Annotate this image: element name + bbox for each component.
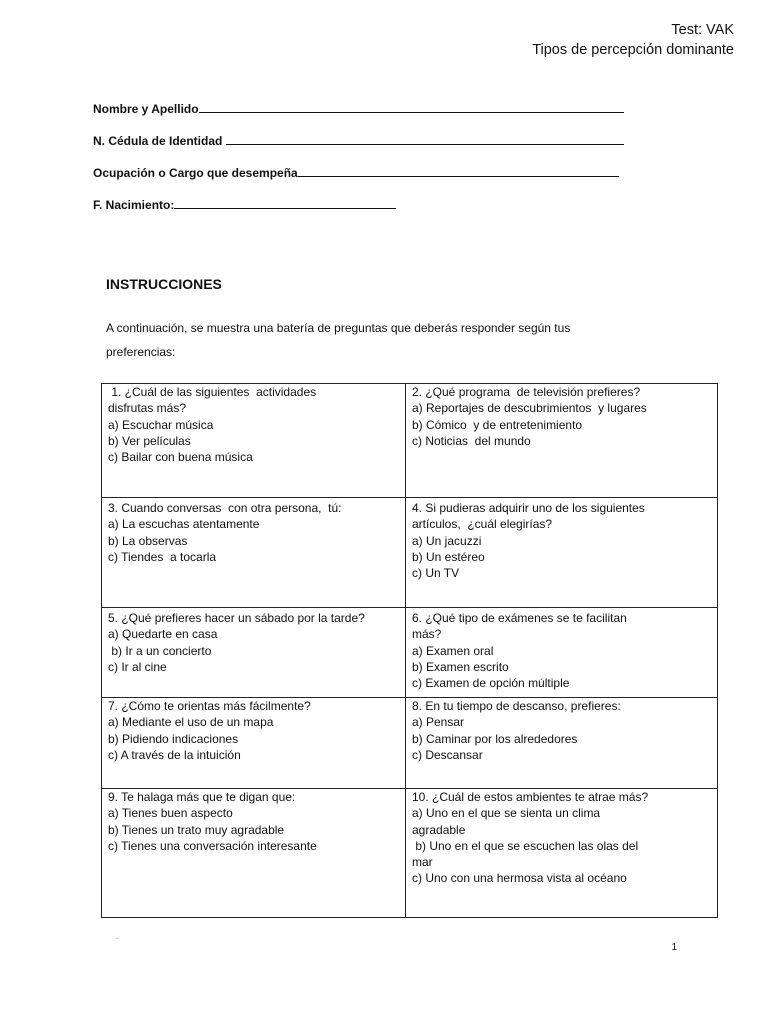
occupation-field[interactable] <box>93 165 619 179</box>
question-line: 2. ¿Qué programa de televisión prefieres? <box>412 385 641 399</box>
question-7 <box>102 698 406 789</box>
question-line: artículos, ¿cuál elegirías? <box>412 517 553 532</box>
question-line: b) La observas <box>108 533 188 548</box>
table-row <box>102 608 718 698</box>
document-subtitle: Tipos de percepción dominante <box>532 42 734 58</box>
footer-mark: . <box>116 932 119 941</box>
question-10 <box>406 789 718 918</box>
question-line: a) Quedarte en casa <box>108 627 218 642</box>
table-row <box>102 789 718 918</box>
question-line: 1. ¿Cuál de las siguientes actividades <box>108 385 317 399</box>
question-line: b) Uno en el que se escuchen las olas del <box>412 838 639 853</box>
birth-date-line[interactable] <box>174 197 396 209</box>
question-line: c) Noticias del mundo <box>412 433 531 448</box>
question-1 <box>102 384 406 498</box>
question-line: c) Un TV <box>412 566 460 581</box>
question-line: agradable <box>412 822 466 837</box>
question-3 <box>102 498 406 608</box>
question-line: b) Ver películas <box>108 433 191 448</box>
question-line: a) Uno en el que se sienta un clima <box>412 806 601 821</box>
question-line: 3. Cuando conversas con otra persona, tú: <box>108 501 342 515</box>
question-8 <box>406 698 718 789</box>
question-line: b) Ir a un concierto <box>108 643 212 658</box>
id-number-label: N. Cédula de Identidad <box>93 134 226 148</box>
question-line: 5. ¿Qué prefieres hacer un sábado por la tarde? <box>108 611 365 625</box>
question-line: b) Tienes un trato muy agradable <box>108 822 285 837</box>
question-line: c) Examen de opción múltiple <box>412 676 570 691</box>
question-line: disfrutas más? <box>108 401 187 416</box>
question-6 <box>406 608 718 698</box>
question-line: a) Mediante el uso de un mapa <box>108 715 274 730</box>
question-line: a) Examen oral <box>412 643 494 658</box>
question-line: a) La escuchas atentamente <box>108 517 260 532</box>
question-2 <box>406 384 718 498</box>
question-5 <box>102 608 406 698</box>
question-line: 6. ¿Qué tipo de exámenes se te facilitan <box>412 611 627 625</box>
question-line: 8. En tu tiempo de descanso, prefieres: <box>412 699 621 713</box>
id-number-field[interactable] <box>93 133 624 147</box>
question-line: c) Descansar <box>412 747 483 762</box>
question-line: 10. ¿Cuál de estos ambientes te atrae más? <box>412 790 649 804</box>
question-line: a) Un jacuzzi <box>412 533 482 548</box>
page-number: 1 <box>671 942 677 953</box>
question-line: b) Un estéreo <box>412 549 485 564</box>
question-line: b) Caminar por los alrededores <box>412 731 578 746</box>
question-line: a) Pensar <box>412 715 465 730</box>
question-line: 7. ¿Cómo te orientas más fácilmente? <box>108 699 311 713</box>
question-line: a) Escuchar música <box>108 417 214 432</box>
question-line: c) Tiendes a tocarla <box>108 549 217 564</box>
name-label: Nombre y Apellido <box>93 102 199 116</box>
birth-date-field[interactable] <box>93 197 396 211</box>
table-row <box>102 384 718 498</box>
question-line: c) Uno con una hermosa vista al océano <box>412 871 627 886</box>
question-line: c) Bailar con buena música <box>108 450 253 465</box>
occupation-line[interactable] <box>298 165 619 177</box>
question-line: 9. Te halaga más que te digan que: <box>108 790 296 804</box>
question-line: a) Reportajes de descubrimientos y lugares <box>412 401 647 416</box>
occupation-label: Ocupación o Cargo que desempeña <box>93 166 298 180</box>
question-line: a) Tienes buen aspecto <box>108 806 233 821</box>
table-row <box>102 498 718 608</box>
document-title: Test: VAK <box>671 22 734 38</box>
table-row <box>102 698 718 789</box>
name-line[interactable] <box>199 101 624 113</box>
question-4 <box>406 498 718 608</box>
question-line: c) Tienes una conversación interesante <box>108 838 317 853</box>
question-line: b) Cómico y de entretenimiento <box>412 417 583 432</box>
question-line: c) Ir al cine <box>108 659 167 674</box>
question-line: mar <box>412 855 433 870</box>
instructions-text: A continuación, se muestra una batería de preguntas que deberás responder según tus preferencias: <box>106 321 571 359</box>
questions-table <box>101 383 718 918</box>
question-line: b) Pidiendo indicaciones <box>108 731 239 746</box>
instructions-title: INSTRUCCIONES <box>106 276 222 292</box>
id-number-line[interactable] <box>226 133 624 145</box>
question-line: 4. Si pudieras adquirir uno de los siguientes <box>412 501 645 515</box>
question-line: c) A través de la intuición <box>108 747 241 762</box>
name-field[interactable] <box>93 101 624 115</box>
birth-date-label: F. Nacimiento: <box>93 198 175 212</box>
question-line: b) Examen escrito <box>412 659 509 674</box>
question-9 <box>102 789 406 918</box>
question-line: más? <box>412 627 442 642</box>
